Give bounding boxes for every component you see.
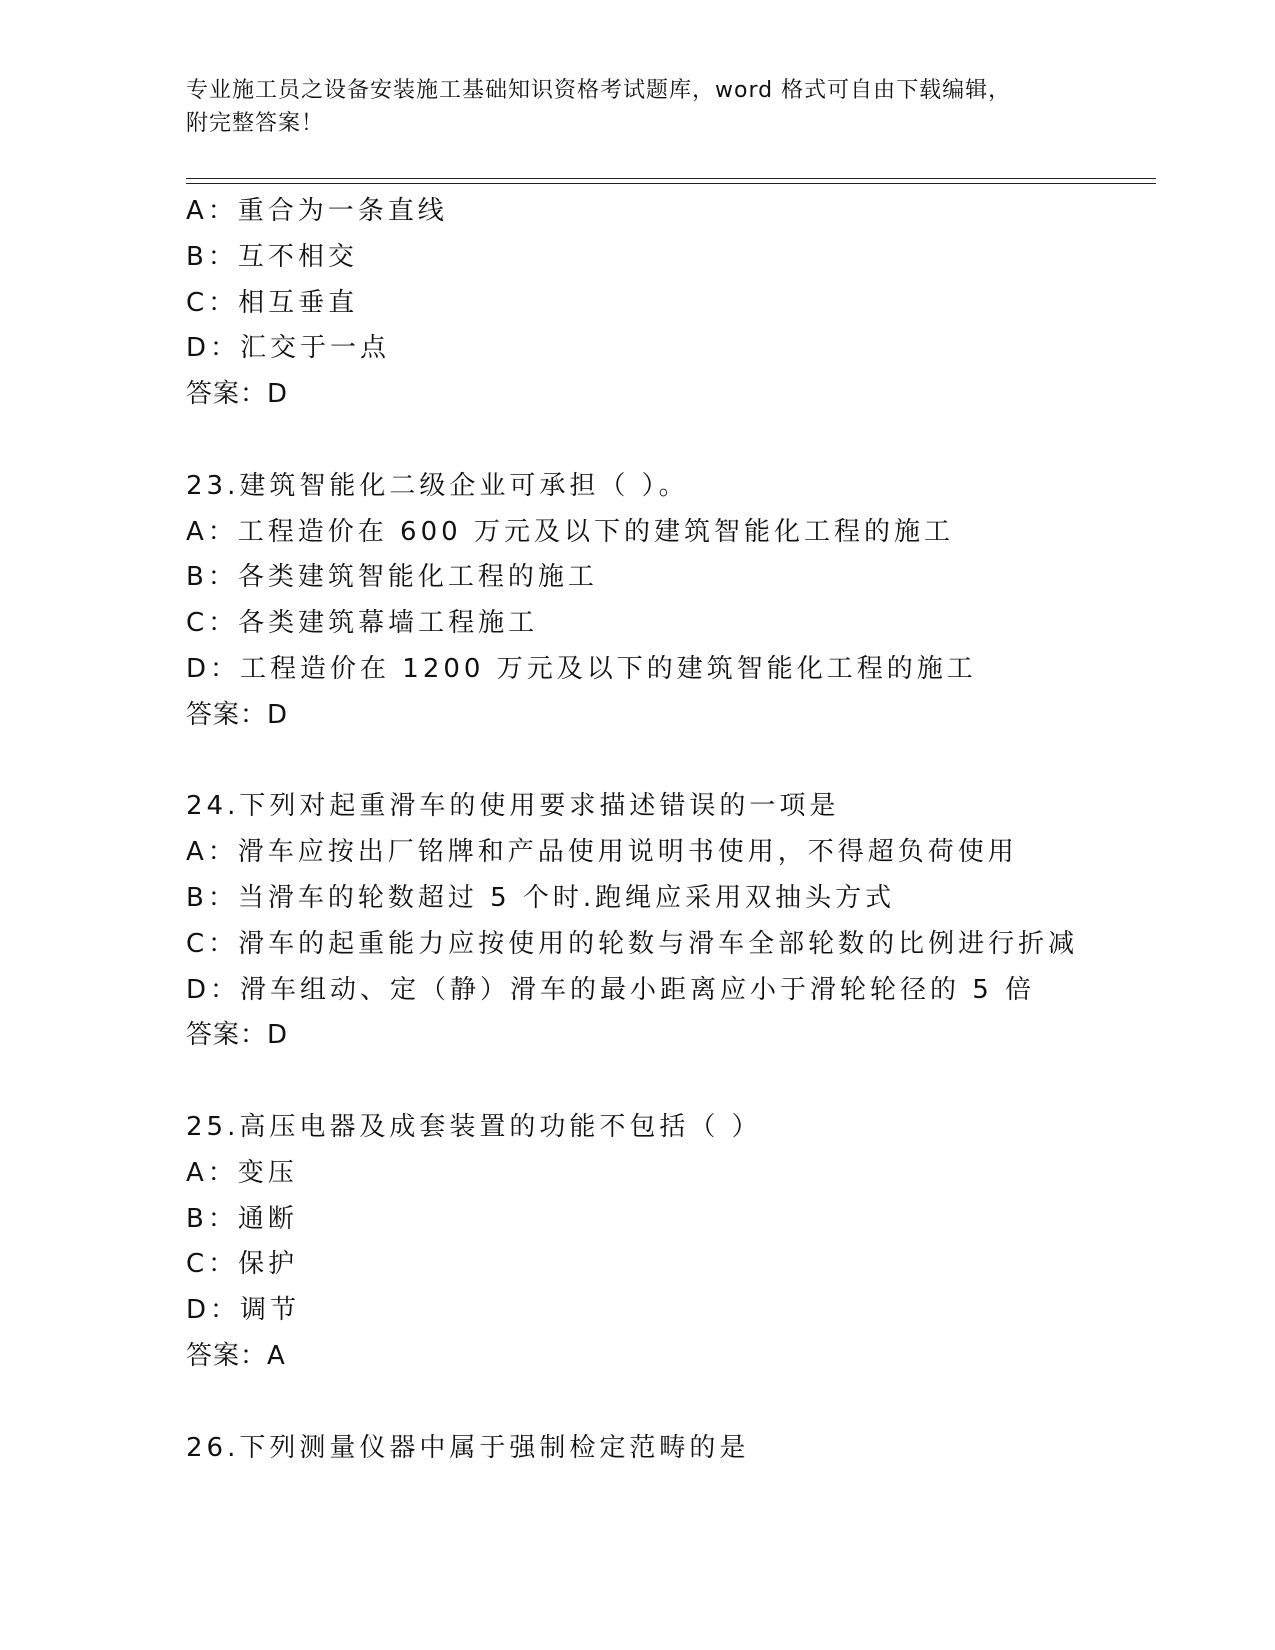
header-line-1: 专业施工员之设备安装施工基础知识资格考试题库，word 格式可自由下载编辑， (186, 78, 1012, 103)
question-23 (186, 464, 1186, 739)
option-c: C：相互垂直 (186, 287, 359, 318)
option-c: C：各类建筑幕墙工程施工 (186, 608, 539, 639)
option-b: B：当滑车的轮数超过 5 个时.跑绳应采用双抽头方式 (186, 882, 896, 913)
option-a: A：重合为一条直线 (186, 196, 448, 226)
spacer (186, 418, 1186, 464)
option-d: D：工程造价在 1200 万元及以下的建筑智能化工程的施工 (186, 653, 977, 684)
question-text: 24.下列对起重滑车的使用要求描述错误的一项是 (186, 791, 840, 822)
spacer (186, 1059, 1186, 1105)
document-header (186, 74, 1066, 140)
header-divider-top (186, 178, 1156, 179)
option-c: C：保护 (186, 1249, 299, 1280)
option-d: D：汇交于一点 (186, 333, 391, 364)
question-26 (186, 1426, 1186, 1472)
answer: 答案：D (186, 379, 289, 410)
answer: 答案：D (186, 699, 289, 730)
question-text: 25.高压电器及成套装置的功能不包括（ ） (186, 1111, 762, 1142)
option-a: A：工程造价在 600 万元及以下的建筑智能化工程的施工 (186, 516, 954, 547)
spacer (186, 739, 1186, 785)
option-b: B：互不相交 (186, 241, 358, 272)
option-a: A：变压 (186, 1157, 298, 1188)
option-a: A：滑车应按出厂铭牌和产品使用说明书使用，不得超负荷使用 (186, 837, 1018, 868)
option-c: C：滑车的起重能力应按使用的轮数与滑车全部轮数的比例进行折减 (186, 928, 1079, 959)
option-b: B：各类建筑智能化工程的施工 (186, 562, 598, 593)
question-25 (186, 1105, 1186, 1380)
question-list (186, 189, 1186, 1471)
question-text: 23.建筑智能化二级企业可承担（ ）。 (186, 470, 689, 501)
option-d: D：滑车组动、定（静）滑车的最小距离应小于滑轮轮径的 5 倍 (186, 974, 1036, 1005)
question-24 (186, 784, 1186, 1059)
header-divider-bottom (186, 183, 1156, 184)
header-line-2: 附完整答案！ (186, 111, 325, 136)
option-b: B：通断 (186, 1203, 298, 1234)
option-d: D：调节 (186, 1295, 301, 1326)
spacer (186, 1380, 1186, 1426)
answer: 答案：D (186, 1020, 289, 1051)
question-text: 26.下列测量仪器中属于强制检定范畴的是 (186, 1432, 750, 1463)
question-22 (186, 189, 1186, 418)
answer: 答案：A (186, 1340, 286, 1371)
